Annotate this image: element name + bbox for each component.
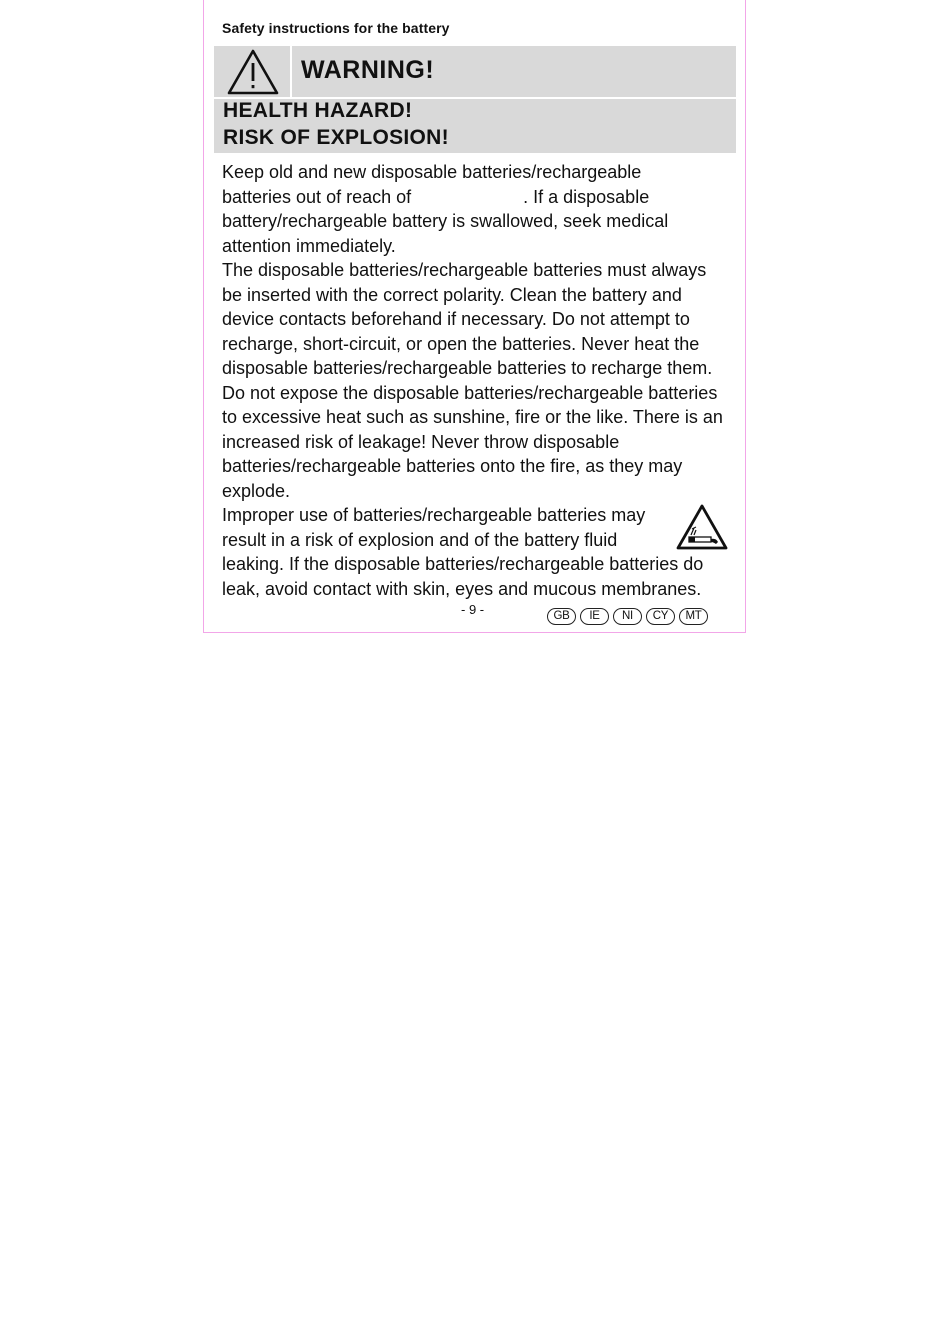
paragraph-heat: Do not expose the disposable batteries/rechargeable batteries to excessive heat such as sunshine, fire or the like. There is an increased risk of leakage! Never throw disposable batteries/rechargeable batteries onto the fire, as they may explode. <box>222 382 723 501</box>
warning-icon-cell <box>214 46 292 97</box>
corrosive-hazard-icon <box>675 503 729 551</box>
country-badge-gb: GB <box>547 608 576 625</box>
warning-triangle-icon <box>226 48 280 96</box>
hazard-health: HEALTH HAZARD! <box>223 99 413 122</box>
safety-text <box>222 160 737 601</box>
country-badges <box>547 608 708 625</box>
country-badge-mt: MT <box>679 608 708 625</box>
paragraph-improper-use: Improper use of batteries/rechargeable batteries may result in a risk of explosion and of the battery fluid leaking. If the disposable batteries/rechargeable batteries do leak, avoid contact with skin, eyes and mucous membranes. <box>222 505 704 599</box>
warning-box <box>214 46 736 153</box>
hazard-explosion: RISK OF EXPLOSION! <box>223 126 449 149</box>
paragraph-keep-out-of-reach: Keep old and new disposable batteries/rechargeable batteries out of reach of . If a disposable battery/rechargeable battery is swallowed, seek medical attention immediately. <box>222 162 669 256</box>
country-badge-ie: IE <box>580 608 609 625</box>
section-heading: Safety instructions for the battery <box>222 20 450 36</box>
page-number: - 9 - <box>461 602 485 617</box>
warning-title: WARNING! <box>301 56 435 84</box>
country-badge-cy: CY <box>646 608 675 625</box>
paragraph-polarity: The disposable batteries/rechargeable batteries must always be inserted with the correct polarity. Clean the battery and device contacts beforehand if necessary. Do not attempt to recharge, short-circuit, or open the batteries. Never heat the disposable batteries/rechargeable batteries to recharge them. <box>222 260 713 378</box>
country-badge-ni: NI <box>613 608 642 625</box>
